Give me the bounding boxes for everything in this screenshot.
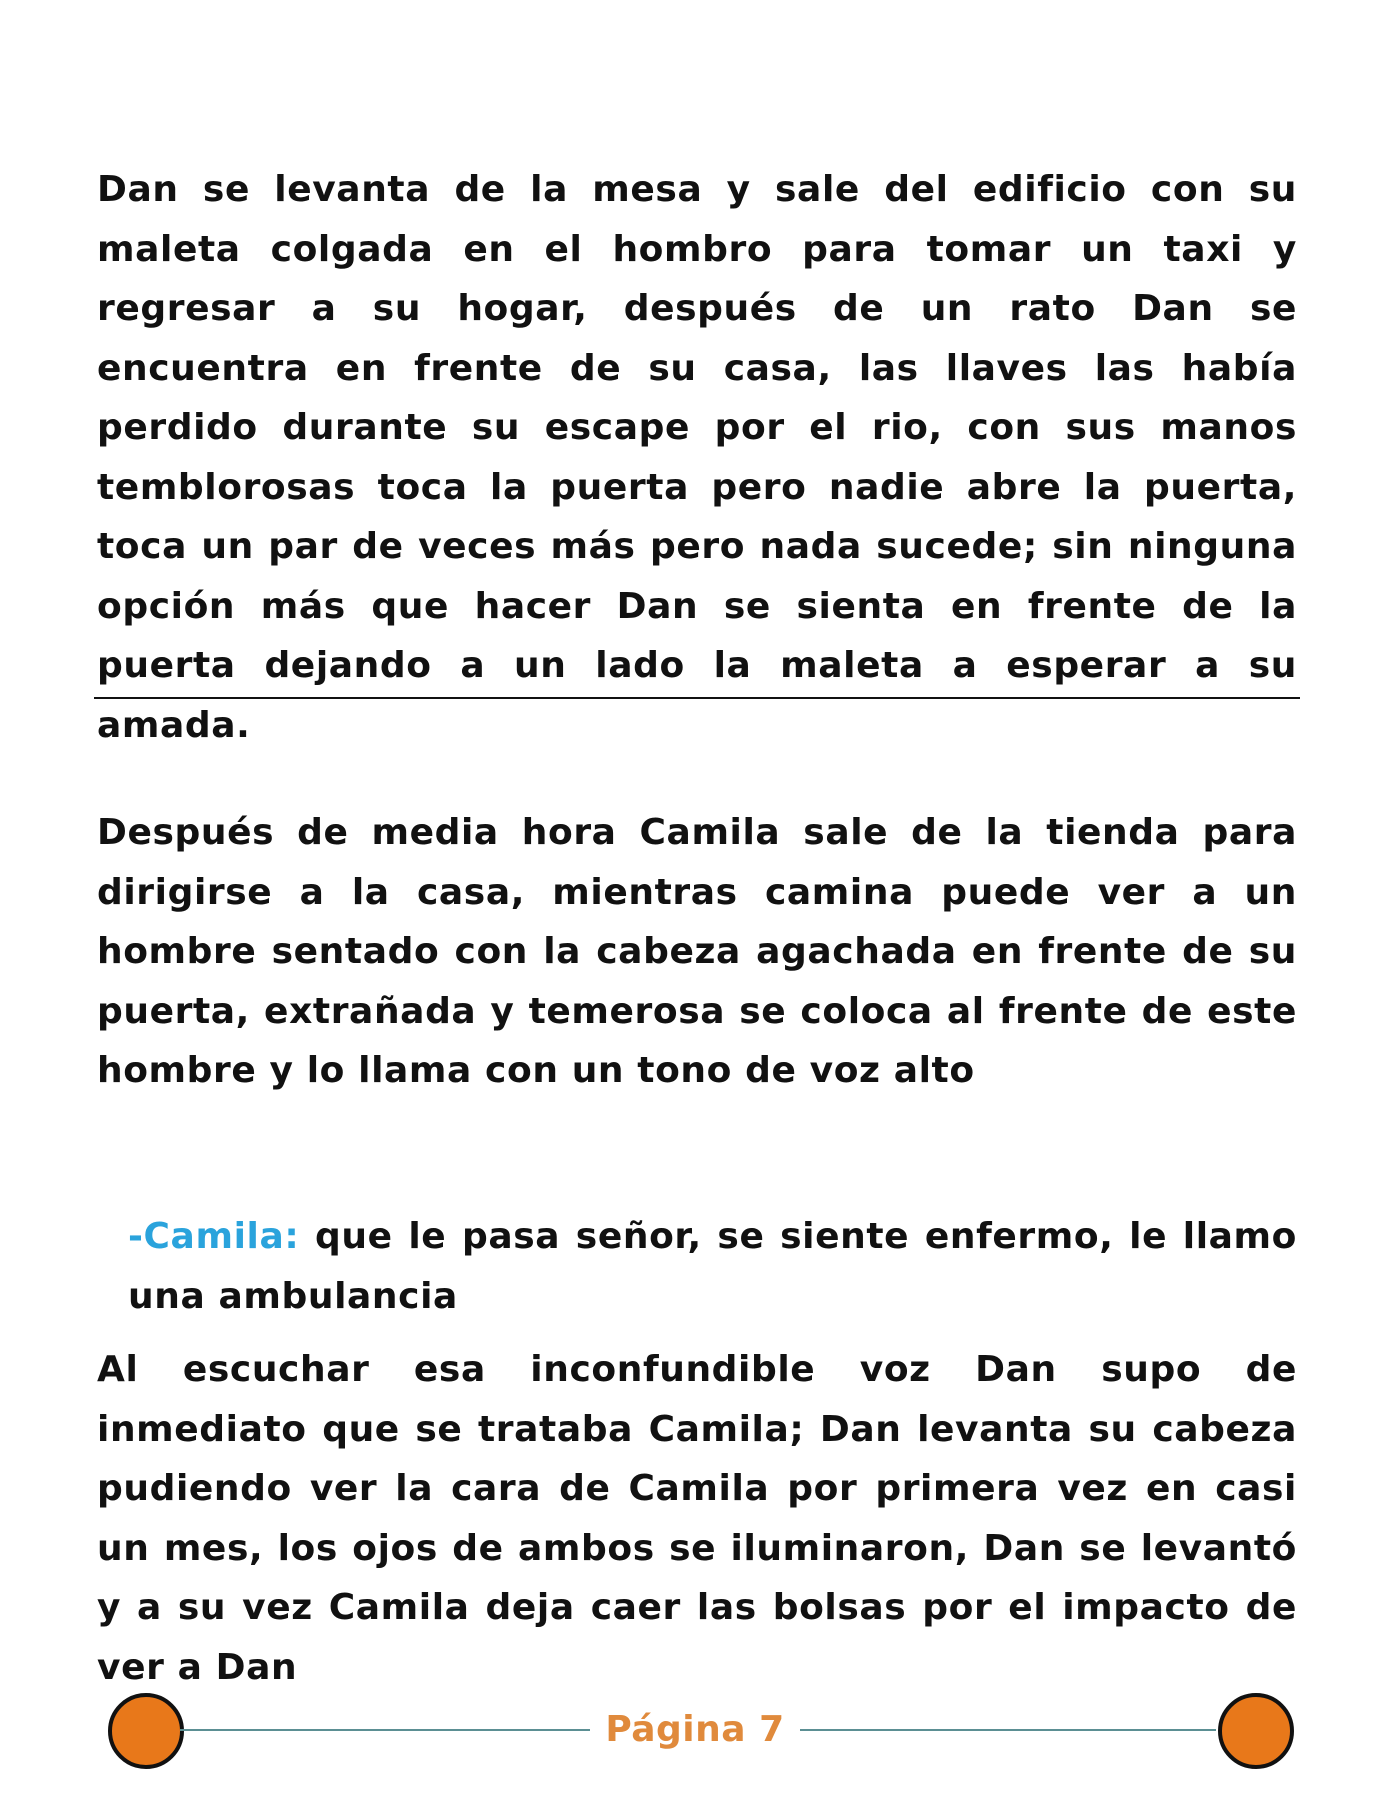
section-divider — [94, 697, 1300, 699]
paragraph-2: Después de media hora Camila sale de la tienda para dirigirse a la casa, mientras camina puede ver a un hombre sentado con la cabeza agachada en frente de su puerta, extrañada y temerosa se coloca al frente de este hombre y lo llama con un tono de voz alto — [97, 812, 1297, 1091]
paragraph-1: Dan se levanta de la mesa y sale del edificio con su maleta colgada en el hombro para tomar un taxi y regresar a su hogar, después de un rato Dan se encuentra en frente de su casa, las llaves las había perdido durante su escape por el rio, con sus manos temblorosas toca la puerta pero nadie abre la puerta, toca un par de veces más pero nada sucede; sin ninguna opción más que hacer Dan se sienta en frente de la puerta dejando a un lado la maleta a esperar a su amada. — [97, 169, 1297, 746]
footer-circle-right-icon — [1218, 1693, 1294, 1769]
footer-line-right — [800, 1729, 1216, 1731]
dialogue-text: que le pasa señor, se siente enfermo, le llamo una ambulancia — [128, 1216, 1297, 1317]
dialogue-line — [128, 1207, 1297, 1326]
speaker-name: -Camila: — [128, 1216, 300, 1257]
footer-line-left — [180, 1729, 590, 1731]
paragraph-3: Al escuchar esa inconfundible voz Dan supo de inmediato que se trataba Camila; Dan levanta su cabeza pudiendo ver la cara de Camila por primera vez en casi un mes, los ojos de ambos se iluminaron, Dan se levantó y a su vez Camila deja caer las bolsas por el impacto de ver a Dan — [97, 1349, 1297, 1688]
page-number: Página 7 — [605, 1709, 785, 1750]
footer-circle-left-icon — [108, 1693, 184, 1769]
